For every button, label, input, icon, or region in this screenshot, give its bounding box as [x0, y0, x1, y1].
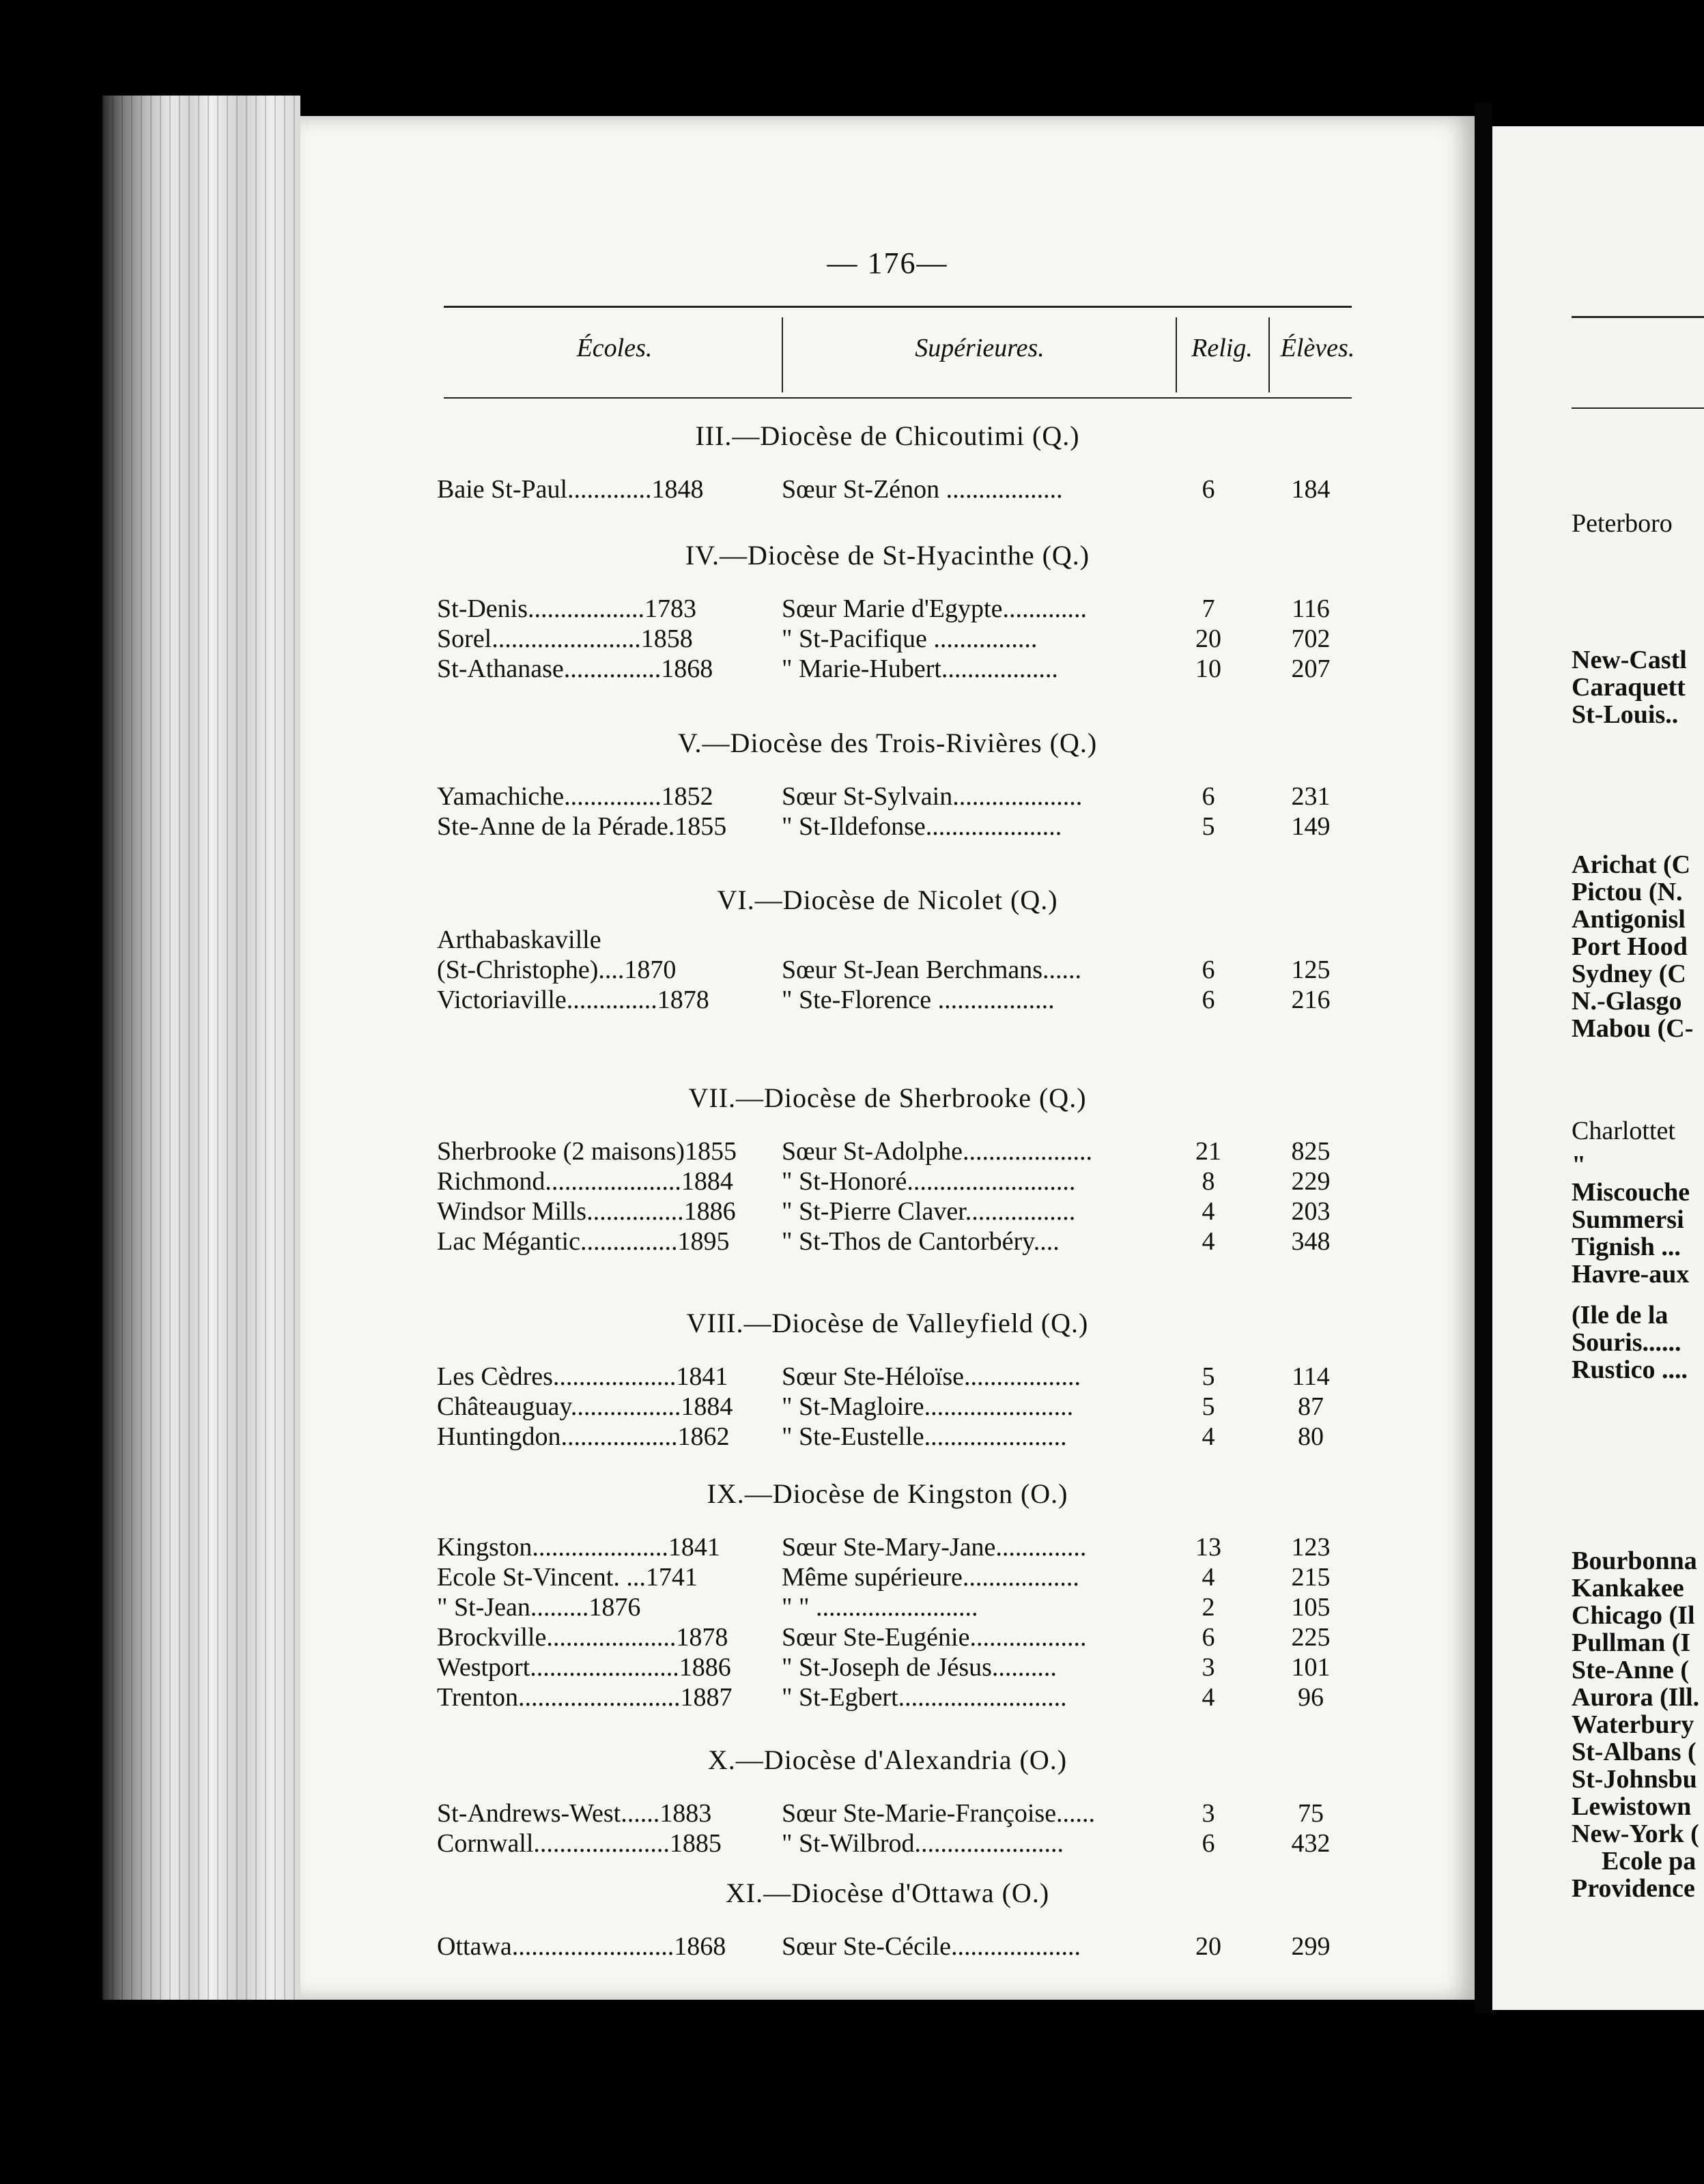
religious-count: 4 — [1202, 1683, 1215, 1712]
pupil-count: 149 — [1291, 812, 1331, 841]
right-page-entry: Sydney (C — [1572, 960, 1686, 988]
school-name: Windsor Mills...............1886 — [437, 1197, 736, 1226]
superior-name: Sœur St-Sylvain.................... — [782, 782, 1083, 811]
right-page-entry: St-Albans ( — [1572, 1738, 1696, 1766]
right-page-entry: Tignish ... — [1572, 1233, 1681, 1261]
school-name: St-Andrews-West......1883 — [437, 1799, 712, 1828]
pupil-count: 80 — [1298, 1422, 1324, 1451]
right-page-entry: New-York ( — [1572, 1820, 1699, 1848]
school-name: Kingston.....................1841 — [437, 1533, 720, 1562]
superior-name: " St-Ildefonse..................... — [782, 812, 1062, 841]
section-title: XI.—Diocèse d'Ottawa (O.) — [725, 1878, 1050, 1908]
right-page-entry: N.-Glasgo — [1572, 987, 1682, 1016]
right-page-entry: Summersi — [1572, 1205, 1684, 1234]
right-page-entry: Antigonisl — [1572, 905, 1686, 934]
superior-name: " St-Pierre Claver................. — [782, 1197, 1076, 1226]
religious-count: 2 — [1202, 1593, 1215, 1622]
school-name: Victoriaville..............1878 — [437, 986, 709, 1014]
right-page-entry: Aurora (Ill. — [1572, 1683, 1700, 1712]
religious-count: 6 — [1202, 956, 1215, 984]
header-divider-2 — [1176, 317, 1177, 392]
school-name: Ste-Anne de la Pérade.1855 — [437, 812, 727, 841]
section-title: IV.—Diocèse de St-Hyacinthe (Q.) — [685, 540, 1090, 571]
superior-name: Même supérieure.................. — [782, 1563, 1079, 1592]
superior-name: Sœur St-Adolphe.................... — [782, 1137, 1092, 1166]
pupil-count: 101 — [1291, 1653, 1331, 1682]
book-page-edges — [102, 96, 300, 2000]
school-name: Châteauguay.................1884 — [437, 1392, 733, 1421]
right-page-entry: " — [1572, 1151, 1587, 1179]
superior-name: Sœur Ste-Mary-Jane.............. — [782, 1533, 1087, 1562]
superior-name: " Marie-Hubert.................. — [782, 655, 1058, 683]
superior-name: Sœur St-Jean Berchmans...... — [782, 956, 1082, 984]
religious-count: 8 — [1202, 1167, 1215, 1196]
superior-name: Sœur Ste-Eugénie.................. — [782, 1623, 1087, 1652]
section-title: VII.—Diocèse de Sherbrooke (Q.) — [688, 1082, 1087, 1113]
superior-name: " St-Wilbrod....................... — [782, 1829, 1064, 1858]
pupil-count: 203 — [1291, 1197, 1331, 1226]
religious-count: 6 — [1202, 782, 1215, 811]
religious-count: 5 — [1202, 1392, 1215, 1421]
religious-count: 6 — [1202, 1829, 1215, 1858]
right-page-entry: New-Castl — [1572, 646, 1687, 674]
pupil-count: 432 — [1291, 1829, 1331, 1858]
superior-name: " " ......................... — [782, 1593, 978, 1622]
pupil-count: 231 — [1291, 782, 1331, 811]
right-page-entry: Ecole pa — [1602, 1847, 1696, 1876]
school-name: Brockville....................1878 — [437, 1623, 728, 1652]
right-page-top-rule — [1572, 316, 1704, 318]
school-name: Ecole St-Vincent. ...1741 — [437, 1563, 698, 1592]
right-page-entry: Arichat (C — [1572, 850, 1691, 879]
school-name: Richmond.....................1884 — [437, 1167, 733, 1196]
pupil-count: 702 — [1291, 624, 1331, 653]
right-page-entry: Pullman (I — [1572, 1628, 1691, 1657]
superior-name: Sœur Ste-Cécile.................... — [782, 1932, 1081, 1961]
religious-count: 6 — [1202, 475, 1215, 504]
section-title: X.—Diocèse d'Alexandria (O.) — [707, 1744, 1068, 1775]
religious-count: 7 — [1202, 594, 1215, 623]
pupil-count: 184 — [1291, 475, 1331, 504]
header-relig: Relig. — [1191, 334, 1253, 362]
right-page-entry: Port Hood — [1572, 932, 1688, 961]
school-name: " St-Jean.........1876 — [437, 1593, 641, 1622]
book-gutter — [1475, 102, 1492, 2013]
pupil-count: 229 — [1291, 1167, 1331, 1196]
right-page-entry: Ste-Anne ( — [1572, 1656, 1690, 1684]
religious-count: 5 — [1202, 812, 1215, 841]
superior-name: Sœur Ste-Héloïse.................. — [782, 1362, 1081, 1391]
school-name: (St-Christophe)....1870 — [437, 956, 677, 984]
religious-count: 4 — [1202, 1197, 1215, 1226]
pupil-count: 75 — [1298, 1799, 1324, 1828]
right-page-entry: Caraquett — [1572, 673, 1686, 702]
right-page-entry: (Ile de la — [1572, 1301, 1668, 1330]
school-name: Cornwall.....................1885 — [437, 1829, 722, 1858]
superior-name: " St-Honoré.......................... — [782, 1167, 1076, 1196]
pupil-count: 299 — [1291, 1932, 1331, 1961]
left-page — [300, 116, 1475, 2000]
superior-name: " St-Egbert.......................... — [782, 1683, 1067, 1712]
right-page-entry: Miscouche — [1572, 1178, 1690, 1207]
right-page-entry: Pictou (N. — [1572, 878, 1683, 906]
right-page-header-rule — [1572, 407, 1704, 409]
religious-count: 6 — [1202, 986, 1215, 1014]
school-name: Ottawa.........................1868 — [437, 1932, 726, 1961]
header-top-rule — [444, 306, 1352, 308]
school-name: Sorel.......................1858 — [437, 624, 693, 653]
section-title: VIII.—Diocèse de Valleyfield (Q.) — [686, 1308, 1089, 1338]
superior-name: Sœur St-Zénon .................. — [782, 475, 1063, 504]
pupil-count: 216 — [1291, 986, 1331, 1014]
pupil-count: 348 — [1291, 1227, 1331, 1256]
school-name: Westport.......................1886 — [437, 1653, 731, 1682]
school-name: Les Cèdres...................1841 — [437, 1362, 728, 1391]
superior-name: " St-Pacifique ................ — [782, 624, 1038, 653]
school-name: St-Denis..................1783 — [437, 594, 696, 623]
right-page-entry: Chicago (Il — [1572, 1601, 1695, 1630]
section-title: III.—Diocèse de Chicoutimi (Q.) — [695, 420, 1080, 451]
school-name: Sherbrooke (2 maisons)1855 — [437, 1137, 737, 1166]
school-name: Baie St-Paul.............1848 — [437, 475, 704, 504]
pupil-count: 123 — [1291, 1533, 1331, 1562]
pupil-count: 96 — [1298, 1683, 1324, 1712]
right-page-entry: Mabou (C- — [1572, 1014, 1694, 1043]
superior-name: " St-Magloire....................... — [782, 1392, 1074, 1421]
right-page-entry: Bourbonna — [1572, 1547, 1697, 1575]
school-name: St-Athanase...............1868 — [437, 655, 713, 683]
header-superieures: Supérieures. — [915, 334, 1045, 362]
section-title: VI.—Diocèse de Nicolet (Q.) — [717, 885, 1058, 915]
school-name: Huntingdon..................1862 — [437, 1422, 730, 1451]
right-page-entry: Waterbury — [1572, 1710, 1694, 1739]
pupil-count: 825 — [1291, 1137, 1331, 1166]
right-page-entry: Kankakee — [1572, 1574, 1684, 1603]
pupil-count: 225 — [1291, 1623, 1331, 1652]
header-eleves: Élèves. — [1280, 334, 1355, 362]
pupil-count: 116 — [1292, 594, 1330, 623]
right-page-entry: St-Johnsbu — [1572, 1765, 1697, 1794]
pupil-count: 125 — [1291, 956, 1331, 984]
section-title: V.—Diocèse des Trois-Rivières (Q.) — [677, 728, 1098, 758]
school-name: Lac Mégantic...............1895 — [437, 1227, 730, 1256]
pupil-count: 114 — [1292, 1362, 1330, 1391]
religious-count: 20 — [1195, 1932, 1221, 1961]
right-page-entry: Rustico .... — [1572, 1355, 1688, 1384]
right-page — [1492, 126, 1704, 2010]
religious-count: 10 — [1195, 655, 1221, 683]
religious-count: 3 — [1202, 1799, 1215, 1828]
superior-name: Sœur Ste-Marie-Françoise...... — [782, 1799, 1096, 1828]
school-name: Arthabaskaville — [437, 925, 601, 954]
right-page-entry: Charlottet — [1572, 1117, 1675, 1145]
right-page-entry: Souris...... — [1572, 1328, 1681, 1357]
header-ecoles: Écoles. — [576, 334, 653, 362]
superior-name: " Ste-Eustelle...................... — [782, 1422, 1067, 1451]
header-bottom-rule — [444, 397, 1352, 399]
religious-count: 4 — [1202, 1227, 1215, 1256]
religious-count: 21 — [1195, 1137, 1221, 1166]
right-page-entry: Lewistown — [1572, 1792, 1692, 1821]
pupil-count: 215 — [1291, 1563, 1331, 1592]
right-page-entry: Peterboro — [1572, 509, 1673, 538]
school-name: Trenton.........................1887 — [437, 1683, 733, 1712]
religious-count: 13 — [1195, 1533, 1221, 1562]
section-title: IX.—Diocèse de Kingston (O.) — [707, 1478, 1068, 1509]
religious-count: 6 — [1202, 1623, 1215, 1652]
religious-count: 5 — [1202, 1362, 1215, 1391]
religious-count: 20 — [1195, 624, 1221, 653]
pupil-count: 105 — [1291, 1593, 1331, 1622]
right-page-entry: Providence — [1572, 1874, 1695, 1903]
right-page-entry: Havre-aux — [1572, 1260, 1690, 1289]
religious-count: 4 — [1202, 1563, 1215, 1592]
header-divider-1 — [782, 317, 783, 392]
superior-name: " St-Joseph de Jésus.......... — [782, 1653, 1057, 1682]
superior-name: Sœur Marie d'Egypte............. — [782, 594, 1087, 623]
page-number: — 176— — [827, 246, 948, 280]
superior-name: " St-Thos de Cantorbéry.... — [782, 1227, 1060, 1256]
pupil-count: 87 — [1298, 1392, 1324, 1421]
religious-count: 4 — [1202, 1422, 1215, 1451]
superior-name: " Ste-Florence .................. — [782, 986, 1055, 1014]
religious-count: 3 — [1202, 1653, 1215, 1682]
right-page-entry: St-Louis.. — [1572, 700, 1679, 729]
school-name: Yamachiche...............1852 — [437, 782, 713, 811]
pupil-count: 207 — [1291, 655, 1331, 683]
